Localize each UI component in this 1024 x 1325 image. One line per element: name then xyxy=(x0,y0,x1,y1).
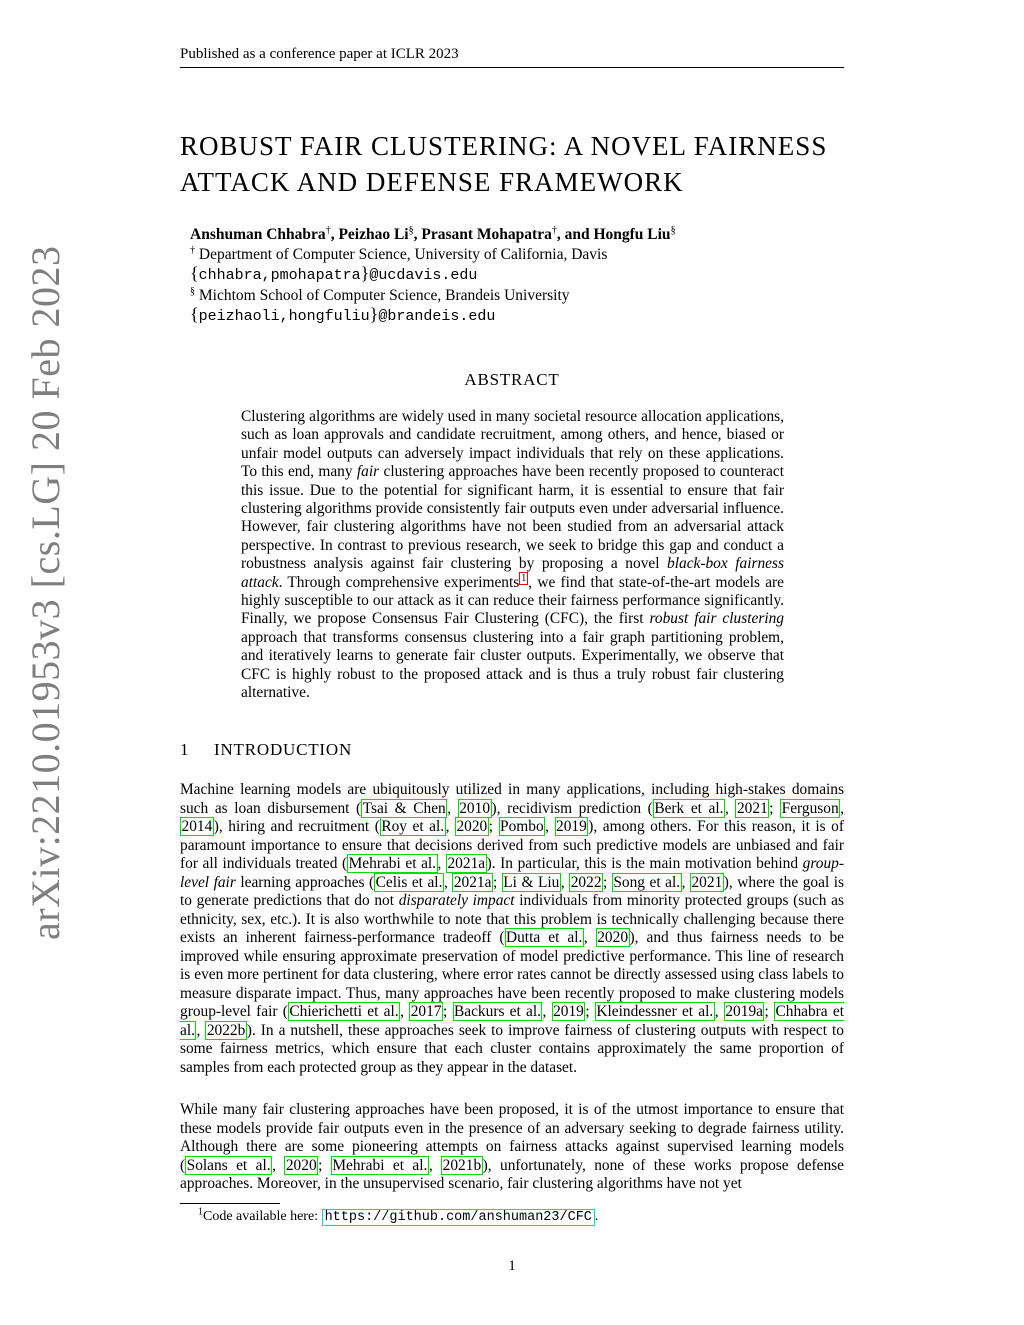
author-name: Anshuman Chhabra xyxy=(190,226,326,243)
brace-close: } xyxy=(360,263,370,283)
brace-open: { xyxy=(190,263,199,283)
email-users: peizhaoli,hongfuliu xyxy=(198,308,370,325)
author-block xyxy=(190,225,830,327)
email-domain: @ucdavis.edu xyxy=(369,267,478,284)
body-emphasis: group-level fair xyxy=(180,855,844,891)
citation-separator: , xyxy=(681,873,690,891)
author-name: Prasant Mohapatra xyxy=(421,226,552,243)
citation-separator: , xyxy=(583,929,596,946)
citation-link[interactable]: Mehrabi et al. xyxy=(332,1156,428,1174)
affiliation-mark: § xyxy=(408,224,414,236)
body-text: While many fair clustering approaches have been proposed, it is of the utmost importance to ensure that these models provide fair outputs even in the presence of an adversary seeking to degrade fairness utility. Although there are some pioneering attempts on fairness attacks against supervised learning models ( xyxy=(180,1101,844,1174)
email-domain: @brandeis.edu xyxy=(378,308,496,325)
body-text: ; xyxy=(603,873,612,891)
footnote-mark: 1 xyxy=(198,1206,203,1218)
citation-link[interactable]: Kleindessner et al. xyxy=(596,1003,714,1020)
footnote-divider xyxy=(180,1203,280,1204)
affiliation-mark: § xyxy=(670,224,676,236)
body-text: ; xyxy=(585,1003,595,1020)
citation-separator: , xyxy=(542,1003,552,1020)
intro-paragraph-2 xyxy=(180,1101,844,1194)
citation-year-link[interactable]: 2019 xyxy=(553,1003,584,1020)
body-text: ; xyxy=(318,1156,331,1174)
body-text: ; xyxy=(442,1003,453,1020)
citation-year-link[interactable]: 2019a xyxy=(725,1003,763,1020)
body-text: ), where the goal is to generate predictions that do not xyxy=(180,873,845,909)
citation-year-link[interactable]: 2021a xyxy=(453,873,492,891)
citation-separator: , xyxy=(428,1156,442,1174)
citation-link[interactable]: Berk et al. xyxy=(654,799,724,817)
abstract-emphasis: black-box fairness attack xyxy=(241,555,784,591)
body-text: learning approaches ( xyxy=(235,873,375,891)
citation-year-link[interactable]: 2022 xyxy=(570,873,602,891)
paper-title xyxy=(180,128,840,200)
author-separator: , xyxy=(413,226,422,243)
citation-link[interactable]: Song et al. xyxy=(613,873,681,891)
abstract-heading: ABSTRACT xyxy=(464,370,560,389)
brace-open: { xyxy=(190,304,199,324)
citation-separator: , xyxy=(445,818,455,835)
author-name: Peizhao Li xyxy=(338,226,409,243)
citation-year-link[interactable]: 2021 xyxy=(691,873,723,891)
body-text: ), among others. For this reason, it is of paramount importance to ensure that decisions derived from such predictive models are unbiased and fair for all individuals treated ( xyxy=(180,818,844,872)
author-name: Hongfu Liu xyxy=(593,226,671,243)
citation-year-link[interactable]: 2020 xyxy=(597,929,629,946)
email-line-1 xyxy=(190,264,830,286)
section-number: 1 xyxy=(180,740,190,759)
email-users: chhabra,pmohapatra xyxy=(198,267,361,284)
citation-year-link[interactable]: 2021a xyxy=(447,855,486,872)
citation-year-link[interactable]: 2020 xyxy=(456,818,488,835)
title-line-2: ATTACK AND DEFENSE FRAMEWORK xyxy=(180,167,684,197)
citation-link[interactable]: Li & Liu xyxy=(503,873,560,891)
citation-year-link[interactable]: 2014 xyxy=(181,818,213,835)
footnote-ref-link[interactable]: 1 xyxy=(521,572,527,584)
body-text: ), and thus fairness needs to be improved while ensuring approximate preservation of model predictive performance. This line of research is even more pertinent for data clustering, where error rates cannot be directly assessed using class labels to measure disparate impact. Thus, many approaches have been recently proposed to make clustering models group-level fair ( xyxy=(180,929,845,1020)
abstract-text: approach that transforms consensus clustering into a fair graph partitioning problem, and iteratively learns to generate fair cluster outputs. Experimentally, we observe that CFC is highly robust to the proposed attack and is thus a truly robust fair clustering alternative. xyxy=(241,628,784,702)
abstract-emphasis: fair xyxy=(356,463,380,481)
affiliation-mark: § xyxy=(190,285,195,297)
body-text: individuals from minority protected groups (such as ethnicity, sex, etc.). It is also worthwhile to note that this problem is technically challenging because there exists an inherent fairness-performance tradeoff ( xyxy=(180,892,844,946)
section-title: INTRODUCTION xyxy=(214,740,353,759)
citation-year-link[interactable]: 2020 xyxy=(285,1156,317,1174)
citation-separator: , xyxy=(725,799,736,817)
body-text: ). In a nutshell, these approaches seek to improve fairness of clustering outputs with respect to some fairness metrics, which ensure that each cluster contains approximately the same proportion of samples from each protected group as they appear in the dataset. xyxy=(180,1021,844,1076)
citation-separator: , xyxy=(840,799,845,817)
citation-separator: , xyxy=(400,1003,410,1020)
body-emphasis: disparately impact xyxy=(398,892,515,909)
body-text: Machine learning models are ubiquitously utilized in many applications, including high-stakes domains such as loan disbursement ( xyxy=(180,781,844,817)
citation-year-link[interactable]: 2021 xyxy=(736,799,768,817)
citation-link[interactable]: Ferguson xyxy=(781,799,839,817)
citation-link[interactable]: Pombo xyxy=(500,818,544,835)
body-text: ). In particular, this is the main motivation behind xyxy=(486,855,803,872)
citation-year-link[interactable]: 2022b xyxy=(206,1021,246,1039)
citation-separator: , xyxy=(447,799,458,817)
body-text: ; xyxy=(492,873,502,891)
citation-separator: , xyxy=(196,1021,206,1039)
affiliation-mark: † xyxy=(551,224,557,236)
abstract-emphasis: robust fair clustering xyxy=(649,610,784,628)
affiliation-text: Department of Computer Science, University of California, Davis xyxy=(198,245,608,263)
abstract-text: clustering approaches have been recently proposed to counteract this issue. Due to the potential for significant harm, it is essential to ensure that fair clustering algorithms provide consistently fair outputs even under adversarial influence. However, fair clustering algorithms have not been studied from an adversarial attack perspective. In contrast to previous research, we seek to bridge this gap and conduct a robustness analysis against fair clustering by proposing a novel xyxy=(241,463,784,573)
citation-separator: , xyxy=(714,1003,724,1020)
body-text: ), hiring and recruitment ( xyxy=(213,818,380,835)
citation-link[interactable]: Tsai & Chen xyxy=(362,799,446,817)
citation-separator: , xyxy=(560,873,570,891)
body-text: ), recidivism prediction ( xyxy=(491,799,653,817)
citation-link[interactable]: Dutta et al. xyxy=(506,929,583,946)
author-list xyxy=(190,225,830,245)
body-text: ; xyxy=(488,818,499,835)
abstract-text: . Through comprehensive experiments xyxy=(278,573,520,591)
body-text: ), unfortunately, none of these works propose defense approaches. Moreover, in the unsupervised scenario, fair clustering algorithms have not yet xyxy=(180,1156,844,1192)
citation-year-link[interactable]: 2017 xyxy=(410,1003,442,1020)
citation-link[interactable]: Chhabra et al. xyxy=(180,1003,844,1039)
citation-separator: , xyxy=(437,855,446,872)
citation-link[interactable]: Celis et al. xyxy=(375,873,443,891)
footnote xyxy=(198,1208,838,1227)
code-url-link[interactable]: https://github.com/anshuman23/CFC xyxy=(322,1209,595,1226)
citation-link[interactable]: Mehrabi et al. xyxy=(348,855,437,872)
citation-year-link[interactable]: 2021b xyxy=(442,1156,482,1174)
footnote-label: Code available here: xyxy=(203,1209,322,1224)
arxiv-identifier-stamp[interactable]: arXiv:2210.01953v3 [cs.LG] 20 Feb 2023 xyxy=(23,245,68,940)
body-text: ; xyxy=(764,1003,774,1020)
title-line-1: ROBUST FAIR CLUSTERING: A NOVEL FAIRNESS xyxy=(180,131,828,161)
affiliation-text: Michtom School of Computer Science, Brandeis University xyxy=(198,286,570,304)
intro-paragraph-1 xyxy=(180,781,844,1077)
author-separator: , xyxy=(330,226,339,243)
affiliation-mark: † xyxy=(190,244,195,256)
citation-link[interactable]: Solans et al. xyxy=(186,1156,271,1174)
body-text: ; xyxy=(769,799,781,817)
page-number: 1 xyxy=(508,1258,516,1274)
citation-link[interactable]: Roy et al. xyxy=(381,818,445,835)
footnote-end: . xyxy=(594,1209,599,1224)
abstract-text: , we find that state-of-the-art models are highly susceptible to our attack as it can reduce their fairness performance significantly. Finally, we propose Consensus Fair Clustering (CFC), the first xyxy=(241,573,784,628)
author-separator: , and xyxy=(556,226,594,243)
citation-separator: , xyxy=(443,873,453,891)
affiliation-mark: † xyxy=(325,224,331,236)
citation-separator: , xyxy=(272,1156,285,1174)
citation-link[interactable]: Chierichetti et al. xyxy=(289,1003,399,1020)
citation-year-link[interactable]: 2010 xyxy=(459,799,491,817)
citation-year-link[interactable]: 2019 xyxy=(556,818,587,835)
email-line-2 xyxy=(190,305,830,327)
abstract-text: Clustering algorithms are widely used in many societal resource allocation applications, such as loan approvals and candidate recruitment, among others, and hence, biased or unfair model outputs can adversely impact individuals that rely on these applications. To this end, many xyxy=(241,408,784,481)
brace-close: } xyxy=(369,304,379,324)
affiliation-1 xyxy=(190,245,830,265)
citation-link[interactable]: Backurs et al. xyxy=(454,1003,541,1020)
abstract-body xyxy=(241,408,784,703)
running-header: Published as a conference paper at ICLR 2023 xyxy=(180,45,844,68)
citation-separator: , xyxy=(545,818,555,835)
affiliation-2 xyxy=(190,286,830,306)
section-heading-introduction xyxy=(180,740,352,760)
